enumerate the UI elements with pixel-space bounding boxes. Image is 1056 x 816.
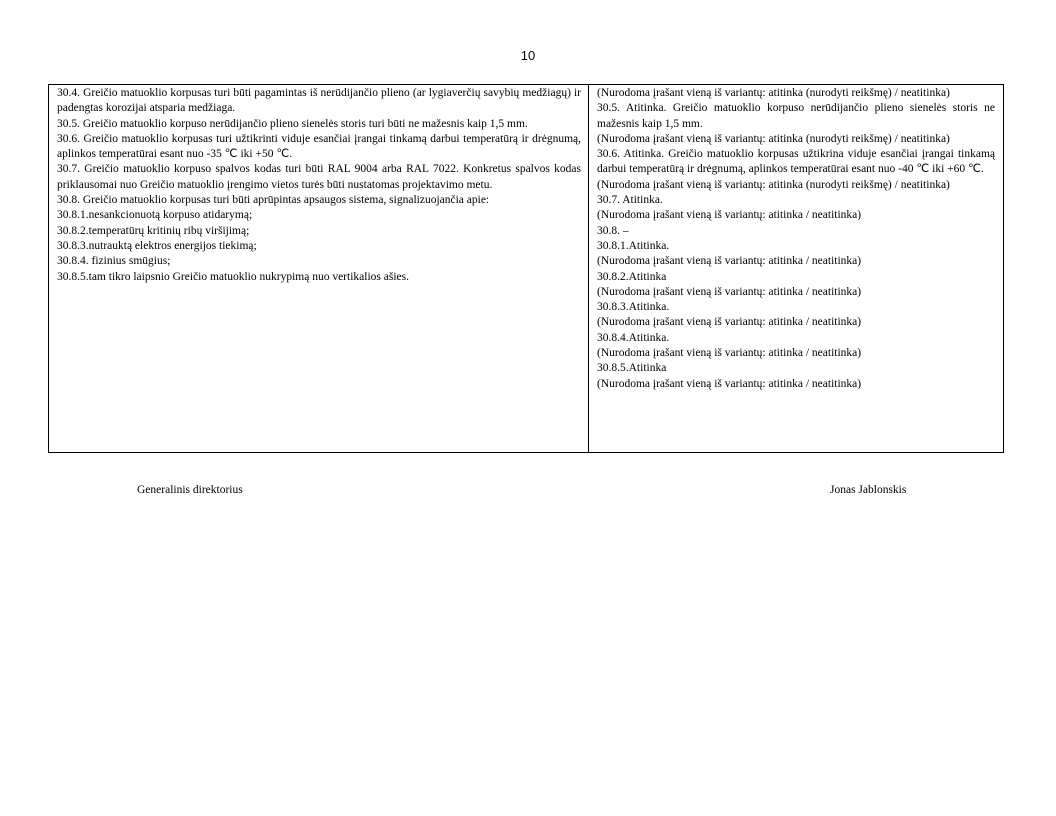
compliance-paragraph: (Nurodoma įrašant vieną iš variantų: atitinka / neatitinka) (597, 255, 862, 268)
requirement-paragraph: 30.8.5.tam tikro laipsnio Greičio matuoklio nukrypimą nuo vertikalios ašies. (57, 270, 409, 283)
requirement-paragraph: 30.8.4. fizinius smūgius; (57, 255, 171, 268)
compliance-paragraph: (Nurodoma įrašant vieną iš variantų: atitinka (nurodyti reikšmę) / neatitinka) (597, 132, 950, 145)
compliance-paragraph: (Nurodoma įrašant vieną iš variantų: atitinka / neatitinka) (597, 285, 862, 298)
compliance-paragraph: 30.8.2.Atitinka (597, 270, 667, 283)
compliance-paragraph: (Nurodoma įrašant vieną iš variantų: atitinka (nurodyti reikšmę) / neatitinka) (597, 178, 950, 191)
requirement-paragraph: 30.7. Greičio matuoklio korpuso spalvos kodas turi būti RAL 9004 arba RAL 7022. Konkretus spalvos kodas priklausomai nuo Greičio matuoklio įrengimo vietos turės būti nustatomas projektavimo metu. (57, 163, 581, 191)
compliance-paragraph: 30.8.1.Atitinka. (597, 239, 670, 252)
signatory-title: Generalinis direktorius (137, 484, 243, 496)
requirement-paragraph: 30.8.2.temperatūrų kritinių ribų viršijimą; (57, 224, 250, 237)
requirement-paragraph: 30.4. Greičio matuoklio korpusas turi būti pagamintas iš nerūdijančio plieno (ar lygiaverčių savybių medžiagų) ir padengtas korozijai atsparia medžiaga. (57, 87, 581, 115)
compliance-paragraph: 30.8.4.Atitinka. (597, 331, 670, 344)
requirement-paragraph: 30.8.3.nutrauktą elektros energijos tiekimą; (57, 239, 257, 252)
compliance-paragraph: 30.6. Atitinka. Greičio matuoklio korpusas užtikrina viduje esančiai įrangai tinkamą darbui temperatūrą ir drėgnumą, aplinkos temperatūrai esant nuo -40 ℃ iki +60 ℃. (597, 148, 995, 176)
compliance-paragraph: (Nurodoma įrašant vieną iš variantų: atitinka / neatitinka) (597, 316, 862, 329)
compliance-paragraph: (Nurodoma įrašant vieną iš variantų: atitinka (nurodyti reikšmę) / neatitinka) (597, 87, 950, 99)
compliance-paragraph: 30.8. – (597, 224, 629, 237)
requirement-paragraph: 30.8. Greičio matuoklio korpusas turi būti aprūpintas apsaugos sistema, signalizuojančia apie: (57, 194, 490, 207)
compliance-paragraph: 30.8.3.Atitinka. (597, 301, 670, 314)
requirement-paragraph: 30.8.1.nesankcionuotą korpuso atidarymą; (57, 209, 253, 222)
compliance-paragraph: 30.7. Atitinka. (597, 194, 663, 207)
compliance-paragraph: 30.5. Atitinka. Greičio matuoklio korpuso nerūdijančio plieno sienelės storis ne mažesnis kaip 1,5 mm. (597, 102, 995, 130)
signatory-name: Jonas Jablonskis (830, 484, 907, 496)
requirements-table (48, 84, 1004, 453)
requirements-column (49, 85, 589, 452)
compliance-paragraph: (Nurodoma įrašant vieną iš variantų: atitinka / neatitinka) (597, 377, 862, 390)
compliance-column (589, 85, 1003, 452)
requirement-paragraph: 30.6. Greičio matuoklio korpusas turi užtikrinti viduje esančiai įrangai tinkamą darbui temperatūrą ir drėgnumą, aplinkos temperatūrai esant nuo -35 ℃ iki +50 ℃. (57, 132, 581, 161)
compliance-paragraph: 30.8.5.Atitinka (597, 362, 667, 375)
compliance-paragraph: (Nurodoma įrašant vieną iš variantų: atitinka / neatitinka) (597, 209, 862, 222)
compliance-paragraph: (Nurodoma įrašant vieną iš variantų: atitinka / neatitinka) (597, 347, 862, 360)
page-number: 10 (520, 48, 536, 63)
requirement-paragraph: 30.5. Greičio matuoklio korpuso nerūdijančio plieno sienelės storis turi būti ne mažesnis kaip 1,5 mm. (57, 117, 528, 130)
